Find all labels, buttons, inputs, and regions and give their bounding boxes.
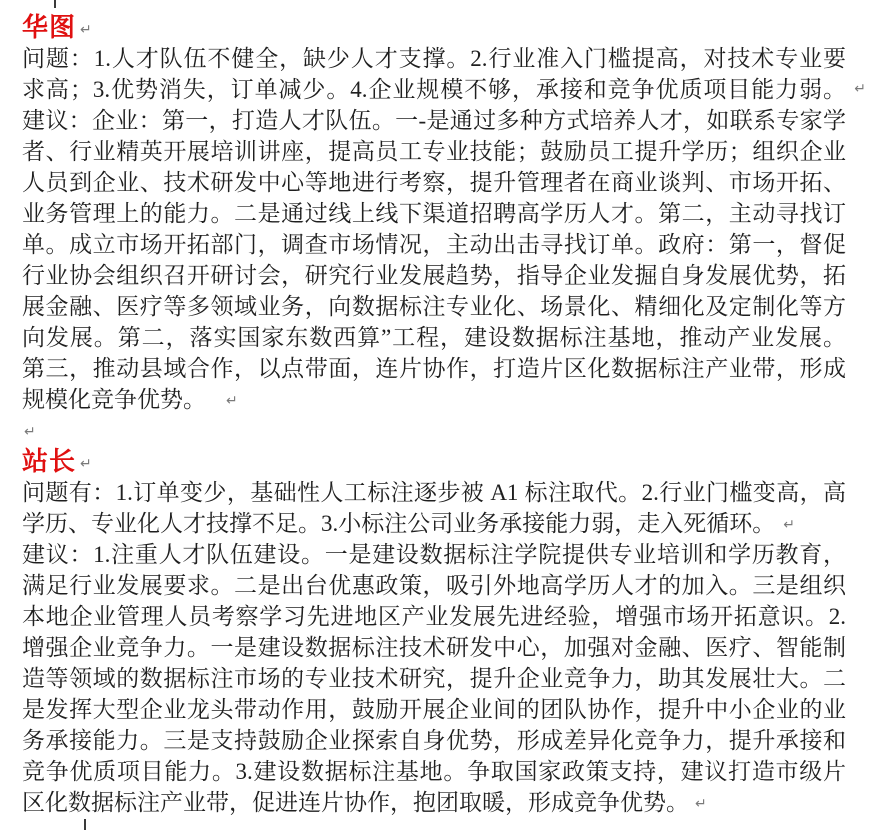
paragraph-line-text: 展金融、医疗等多领域业务，向数据标注专业化、场景化、精细化及定制化等方 xyxy=(22,294,846,319)
paragraph-line-text: 向发展。第二，落实国家东数西算”工程，建设数据标注基地，推动产业发展。 xyxy=(22,325,846,350)
paragraph-line-text: 者、行业精英开展培训讲座，提高员工专业技能；鼓励员工提升学历；组织企业 xyxy=(22,139,846,164)
paragraph-line[interactable] xyxy=(22,477,846,508)
paragraph-mark-icon: ↵ xyxy=(695,796,707,812)
section-heading[interactable]: 站长 xyxy=(22,447,77,476)
paragraph-line[interactable] xyxy=(22,384,846,415)
empty-paragraph[interactable] xyxy=(22,415,846,446)
paragraph-mark-icon: ↵ xyxy=(854,81,866,97)
paragraph-line[interactable] xyxy=(22,136,846,167)
paragraph-line-text: 增强企业竞争力。一是建设数据标注技术研发中心，加强对金融、医疗、智能制 xyxy=(22,635,846,660)
cut-off-text-stroke xyxy=(84,819,86,830)
paragraph-line-text: 业务管理上的能力。二是通过线上线下渠道招聘高学历人才。第二，主动寻找订 xyxy=(22,201,846,226)
paragraph-line-text: 务承接能力。三是支持鼓励企业探索自身优势，形成差异化竞争力，提升承接和 xyxy=(22,728,846,753)
paragraph-line-text: 人员到企业、技术研发中心等地进行考察，提升管理者在商业谈判、市场开拓、 xyxy=(22,170,846,195)
paragraph-line[interactable] xyxy=(22,229,846,260)
paragraph-mark-icon: ↵ xyxy=(783,517,795,533)
paragraph-line[interactable] xyxy=(22,787,846,818)
paragraph-line[interactable] xyxy=(22,694,846,725)
paragraph-line[interactable] xyxy=(22,725,846,756)
section-heading-row xyxy=(22,446,846,477)
paragraph-line[interactable] xyxy=(22,601,846,632)
paragraph-line[interactable] xyxy=(22,74,866,105)
paragraph-line-text: 求高；3.优势消失，订单减少。4.企业规模不够，承接和竞争优质项目能力弱。 xyxy=(22,77,846,102)
paragraph-line-text: 问题有：1.订单变少，基础性人工标注逐步被 A1 标注取代。2.行业门槛变高，高 xyxy=(22,480,846,505)
paragraph-line-text: 问题：1.人才队伍不健全，缺少人才支撑。2.行业准入门槛提高，对技术专业要 xyxy=(22,46,846,71)
paragraph-line-text: 竞争优质项目能力。3.建设数据标注基地。争取国家政策支持，建议打造市级片 xyxy=(22,759,846,784)
section-heading-row xyxy=(22,12,846,43)
paragraph-line[interactable] xyxy=(22,322,846,353)
paragraph-line[interactable] xyxy=(22,43,846,74)
document-page[interactable] xyxy=(22,12,866,818)
paragraph-line-text: 单。成立市场开拓部门，调查市场情况，主动出击寻找订单。政府：第一，督促 xyxy=(22,232,846,257)
paragraph-mark-icon: ↵ xyxy=(80,22,92,38)
paragraph-line-text: 规模化竞争优势。 xyxy=(22,387,206,412)
paragraph-line-text: 第三，推动县域合作，以点带面，连片协作，打造片区化数据标注产业带，形成 xyxy=(22,356,846,381)
paragraph-line[interactable] xyxy=(22,539,846,570)
paragraph-line[interactable] xyxy=(22,105,846,136)
paragraph-line[interactable] xyxy=(22,508,846,539)
paragraph-line[interactable] xyxy=(22,353,846,384)
paragraph-line-text: 是发挥大型企业龙头带动作用，鼓励开展企业间的团队协作，提升中小企业的业 xyxy=(22,697,846,722)
paragraph-line[interactable] xyxy=(22,291,846,322)
paragraph-line-text: 满足行业发展要求。二是出台优惠政策，吸引外地高学历人才的加入。三是组织 xyxy=(22,573,846,598)
paragraph-mark-icon: ↵ xyxy=(226,393,238,409)
section-heading[interactable]: 华图 xyxy=(22,13,77,42)
paragraph-line-text: 学历、专业化人才技撑不足。3.小标注公司业务承接能力弱，走入死循环。 xyxy=(22,511,776,536)
paragraph-line-text: 建议：企业：第一，打造人才队伍。一-是通过多种方式培养人才，如联系专家学 xyxy=(22,108,846,133)
paragraph-mark-icon: ↵ xyxy=(24,424,36,440)
cut-off-text-stroke xyxy=(54,0,56,8)
paragraph-line[interactable] xyxy=(22,756,846,787)
paragraph-line-text: 行业协会组织召开研讨会，研究行业发展趋势，指导企业发掘自身发展优势，拓 xyxy=(22,263,846,288)
paragraph-mark-icon: ↵ xyxy=(80,456,92,472)
paragraph-line[interactable] xyxy=(22,632,846,663)
paragraph-line[interactable] xyxy=(22,198,846,229)
paragraph-line-text: 区化数据标注产业带，促进连片协作，抱团取暖，形成竞争优势。 xyxy=(22,790,689,815)
paragraph-line[interactable] xyxy=(22,260,846,291)
paragraph-line-text: 建议：1.注重人才队伍建设。一是建设数据标注学院提供专业培训和学历教育， xyxy=(22,542,846,567)
paragraph-line[interactable] xyxy=(22,167,846,198)
paragraph-line-text: 造等领域的数据标注市场的专业技术研究，提升企业竞争力，助其发展壮大。二 xyxy=(22,666,846,691)
paragraph-line[interactable] xyxy=(22,570,846,601)
paragraph-line[interactable] xyxy=(22,663,846,694)
paragraph-line-text: 本地企业管理人员考察学习先进地区产业发展先进经验，增强市场开拓意识。2. xyxy=(22,604,846,629)
